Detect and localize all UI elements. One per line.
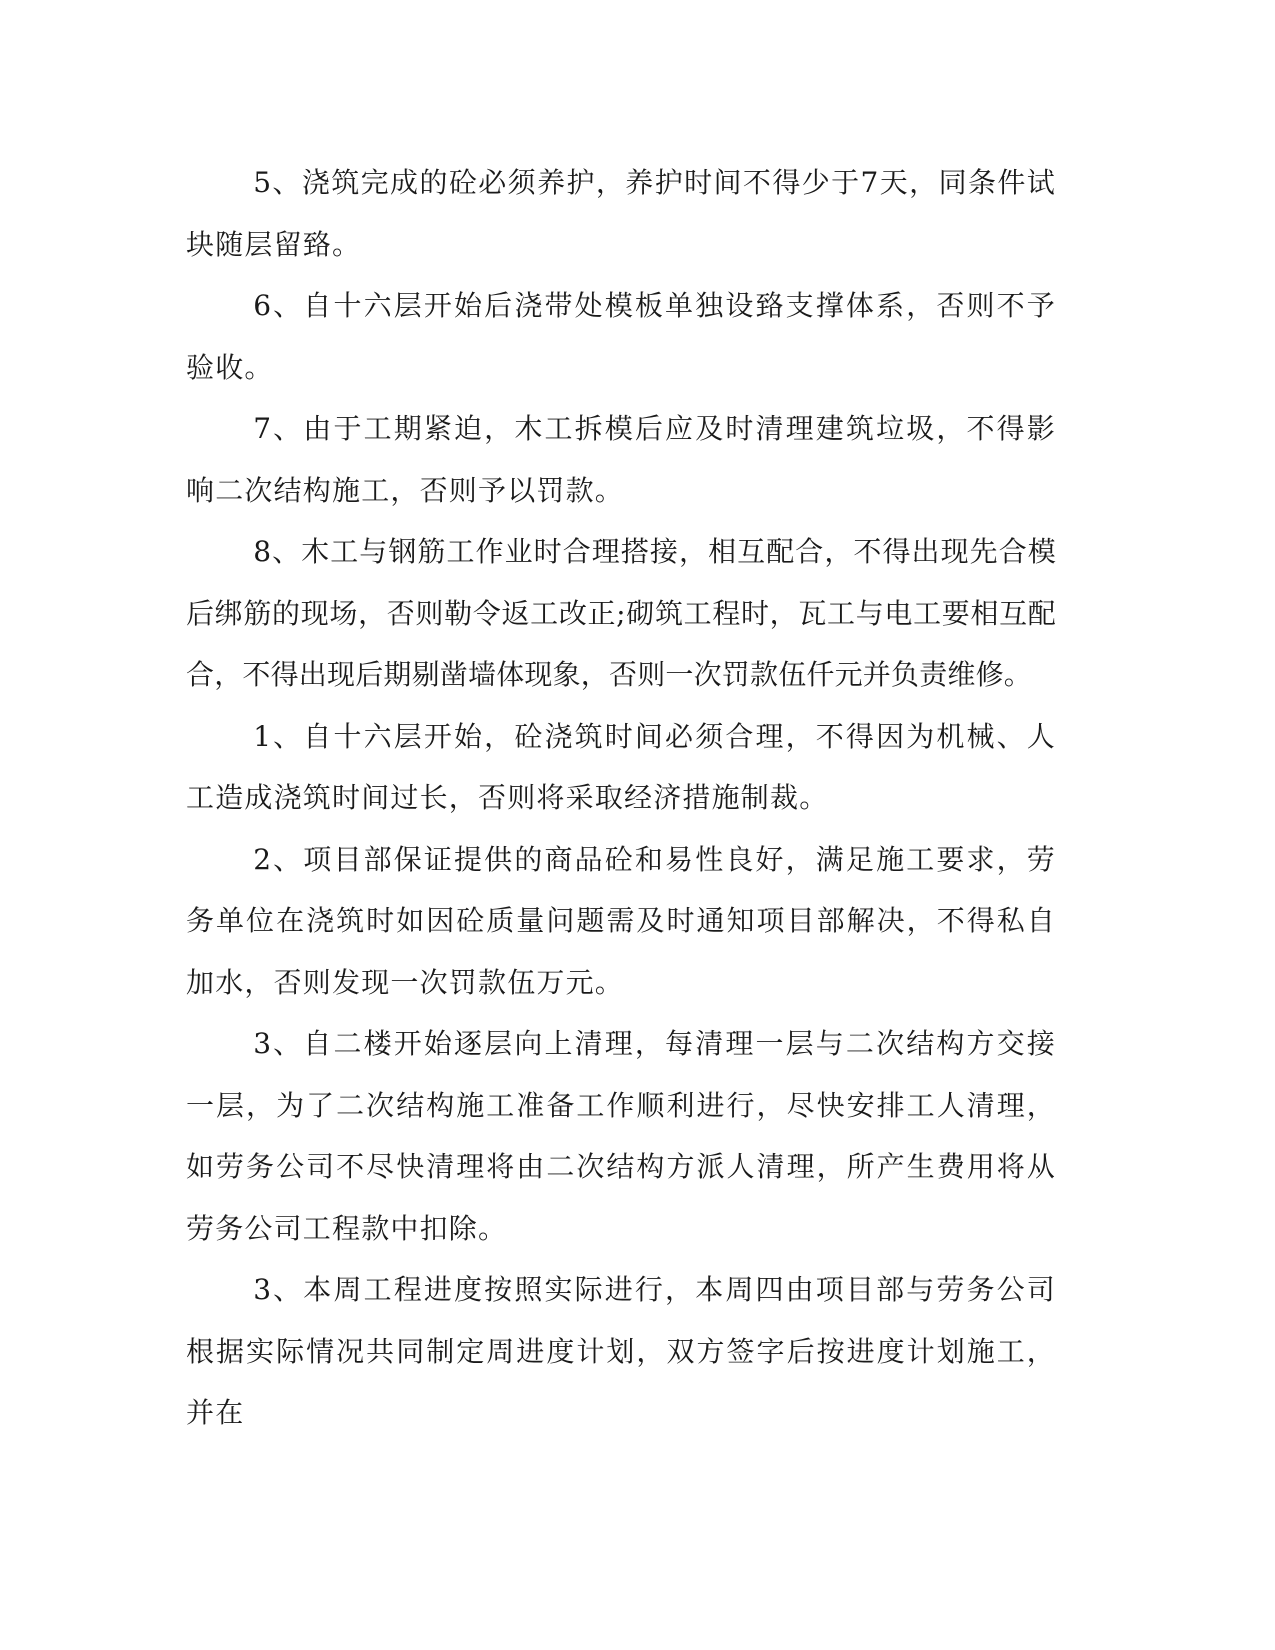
paragraph-trade-coordination: 8、木工与钢筋工作业时合理搭接，相互配合，不得出现先合模后绑筋的现场，否则勒令返工改正;砌筑工程时，瓦工与电工要相互配合，不得出现后期剔凿墙体现象，否则一次罚款伍仟元并负责维修。 <box>186 535 1056 691</box>
paragraph-pour-time: 1、自十六层开始，砼浇筑时间必须合理，不得因为机械、人工造成浇筑时间过长，否则将采取经济措施制裁。 <box>186 719 1056 814</box>
paragraph-curing: 5、浇筑完成的砼必须养护，养护时间不得少于7天，同条件试块随层留臵。 <box>186 166 1056 261</box>
paragraph-weekly-schedule: 3、本周工程进度按照实际进行，本周四由项目部与劳务公司根据实际情况共同制定周进度计划，双方签字后按进度计划施工，并在 <box>186 1273 1056 1429</box>
paragraph-concrete-quality: 2、项目部保证提供的商品砼和易性良好，满足施工要求，劳务单位在浇筑时如因砼质量问题需及时通知项目部解决，不得私自加水，否则发现一次罚款伍万元。 <box>186 842 1056 999</box>
paragraph-floor-cleanup: 3、自二楼开始逐层向上清理，每清理一层与二次结构方交接一层，为了二次结构施工准备工作顺利进行，尽快安排工人清理，如劳务公司不尽快清理将由二次结构方派人清理，所产生费用将从劳务公司工程款中扣除。 <box>186 1027 1056 1245</box>
paragraph-formwork-cleanup: 7、由于工期紧迫，木工拆模后应及时清理建筑垃圾，不得影响二次结构施工，否则予以罚款。 <box>186 412 1056 507</box>
document-body <box>186 152 1056 1444</box>
paragraph-post-pour-strip: 6、自十六层开始后浇带处模板单独设臵支撑体系，否则不予验收。 <box>186 289 1056 384</box>
